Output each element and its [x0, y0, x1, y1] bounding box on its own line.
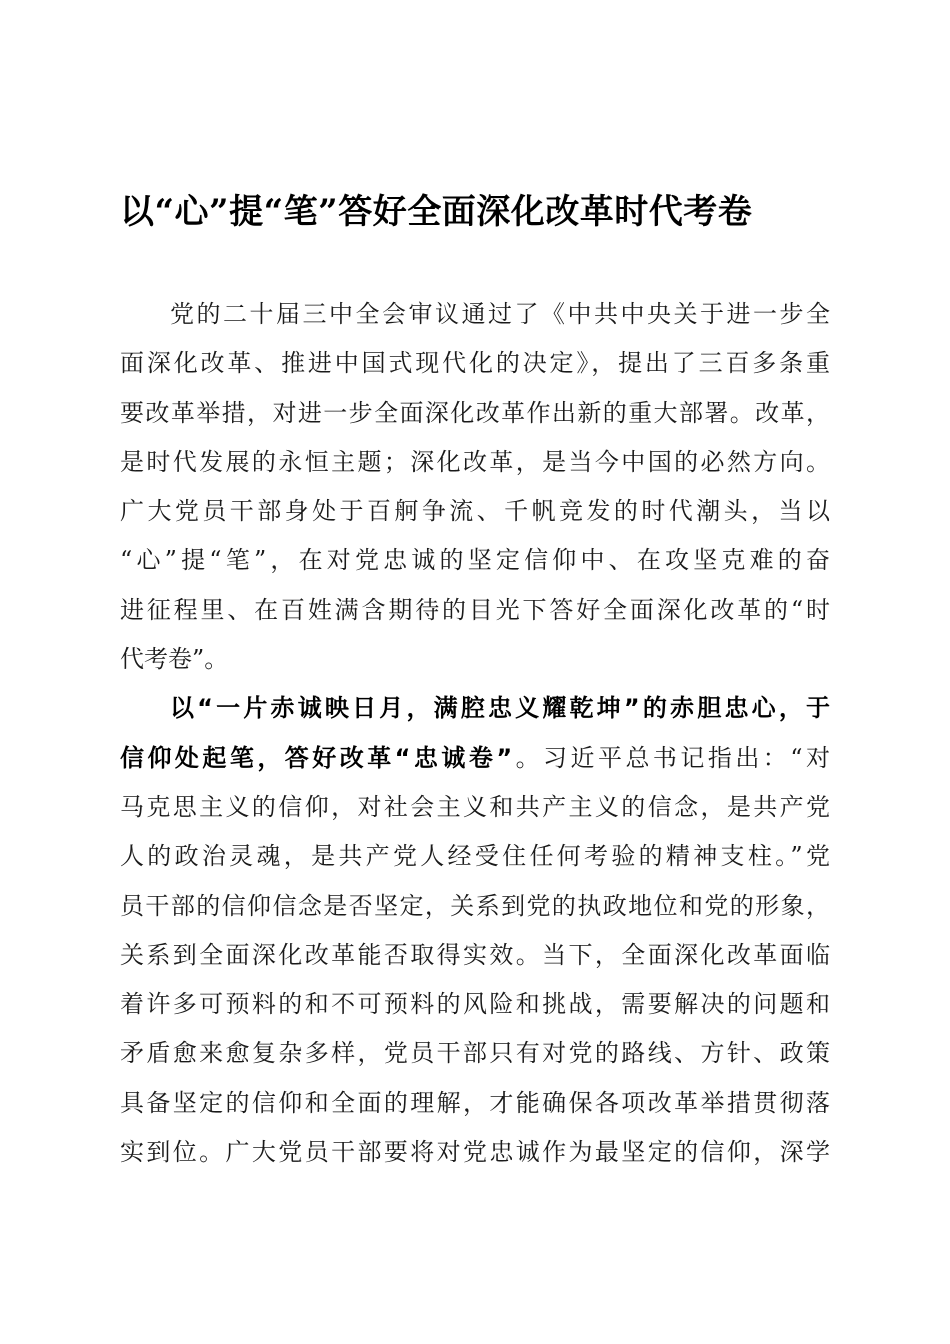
paragraph-line-rest: 。习近平总书记指出：“对	[512, 743, 830, 772]
paragraph-line: 要改革举措，对进一步全面深化改革作出新的重大部署。改革，	[120, 398, 830, 427]
paragraph-line: 代考卷”。	[120, 645, 229, 674]
paragraph-line: 进征程里、在百姓满含期待的目光下答好全面深化改革的“时	[120, 595, 830, 624]
paragraph-line: “心”提“笔”，在对党忠诚的坚定信仰中、在攻坚克难的奋	[120, 546, 830, 575]
paragraph-2	[120, 684, 830, 1177]
paragraph-line: 广大党员干部身处于百舸争流、千帆竞发的时代潮头，当以	[120, 497, 830, 526]
paragraph-line: 具备坚定的信仰和全面的理解，才能确保各项改革举措贯彻落	[120, 1088, 830, 1117]
paragraph-line: 实到位。广大党员干部要将对党忠诚作为最坚定的信仰，深学	[120, 1138, 830, 1167]
paragraph-line: 马克思主义的信仰，对社会主义和共产主义的信念，是共产党	[120, 792, 830, 821]
paragraph-line: 人的政治灵魂，是共产党人经受住任何考验的精神支柱。”党	[120, 842, 830, 871]
paragraph-line: 党的二十届三中全会审议通过了《中共中央关于进一步全	[170, 300, 830, 328]
paragraph-line: 着许多可预料的和不可预料的风险和挑战，需要解决的问题和	[120, 990, 830, 1019]
document-title: 以“心”提“笔”答好全面深化改革时代考卷	[120, 192, 753, 232]
paragraph-line: 关系到全面深化改革能否取得实效。当下，全面深化改革面临	[120, 940, 830, 969]
paragraph-heading-end: 信仰处起笔，答好改革“忠诚卷”	[120, 743, 513, 772]
document-body	[120, 290, 830, 1177]
paragraph-line: 员干部的信仰信念是否坚定，关系到党的执政地位和党的形象，	[120, 891, 830, 920]
paragraph-line: 是时代发展的永恒主题；深化改革，是当今中国的必然方向。	[120, 447, 830, 476]
paragraph-heading-line: 以“一片赤诚映日月，满腔忠义耀乾坤”的赤胆忠心，于	[170, 694, 830, 723]
paragraph-1	[120, 290, 830, 684]
paragraph-line	[120, 734, 830, 783]
paragraph-line: 矛盾愈来愈复杂多样，党员干部只有对党的路线、方针、政策	[120, 1039, 830, 1068]
paragraph-line: 面深化改革、推进中国式现代化的决定》，提出了三百多条重	[120, 349, 830, 378]
